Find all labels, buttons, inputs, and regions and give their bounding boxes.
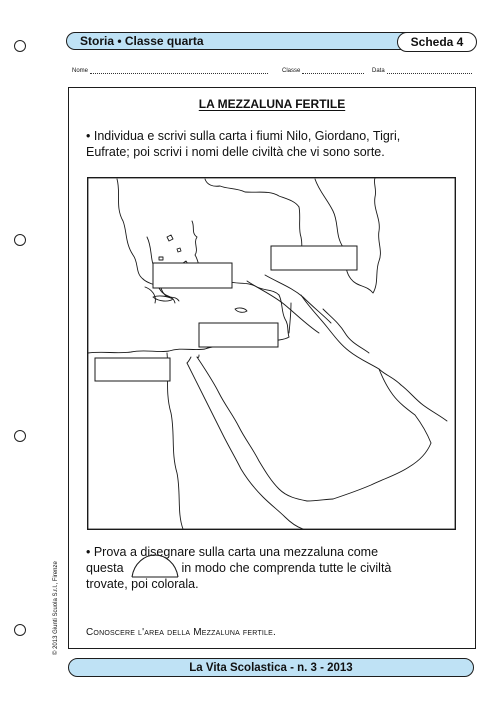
name-field[interactable] [72, 68, 268, 74]
class-field-line[interactable] [302, 68, 364, 74]
footer-bar [68, 658, 474, 677]
sheet-number-tab [397, 32, 477, 52]
copyright-note: © 2013 Giunti Scuola S.r.l., Firenze [53, 561, 59, 655]
subject-label: Storia • Classe quarta [80, 34, 204, 48]
learning-objective: Conoscere l'area della Mezzaluna fertile. [86, 627, 276, 638]
instruction-2-line-2-part-b: in modo che comprenda tutte le civiltà [181, 561, 392, 575]
name-field-line[interactable] [90, 68, 268, 74]
middle-east-map [87, 177, 456, 530]
binder-hole-1 [14, 40, 26, 52]
instruction-2-line-3: trovate, poi colorala. [86, 577, 199, 591]
footer-label: La Vita Scolastica - n. 3 - 2013 [189, 661, 353, 674]
class-field-label: Classe [282, 68, 301, 74]
binder-hole-2 [14, 234, 26, 246]
instruction-2-line-2-part-a: questa [86, 561, 124, 575]
sheet-number-label: Scheda 4 [410, 35, 464, 49]
map-label-box-2[interactable] [271, 246, 357, 270]
map-label-box-4[interactable] [95, 358, 170, 381]
map-label-box-3[interactable] [199, 323, 278, 347]
date-field[interactable] [372, 68, 472, 74]
binder-hole-3 [14, 430, 26, 442]
binder-hole-4 [14, 624, 26, 636]
instruction-1 [86, 128, 461, 160]
worksheet-title: LA MEZZALUNA FERTILE [198, 97, 346, 111]
crescent-moon-icon [129, 553, 181, 579]
date-field-line[interactable] [387, 68, 472, 74]
class-field[interactable] [282, 68, 364, 74]
instruction-1-line-2: Eufrate; poi scrivi i nomi delle civiltà che vi sono sorte. [86, 145, 385, 159]
map-label-box-1[interactable] [153, 263, 232, 288]
instruction-1-line-1: • Individua e scrivi sulla carta i fiumi Nilo, Giordano, Tigri, [86, 129, 401, 143]
name-field-label: Nome [72, 68, 89, 74]
date-field-label: Data [372, 68, 385, 74]
instruction-2-line-1: • Prova a disegnare sulla carta una mezzaluna come [86, 545, 379, 559]
